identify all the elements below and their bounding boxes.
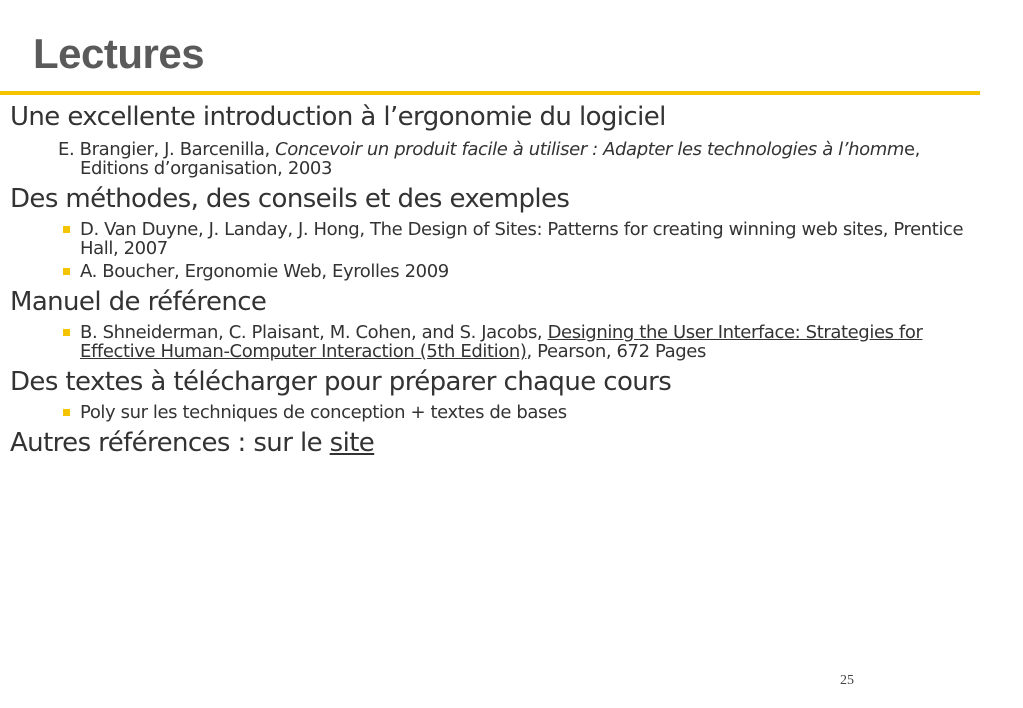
reference-title: Concevoir un produit facile à utiliser : Adapter les technologies à l’homm <box>275 139 904 160</box>
reference-text: D. Van Duyne, J. Landay, J. Hong, The Design of Sites: Patterns for creating winning web sites, Prentice Hall, 2007 <box>80 219 964 259</box>
section-heading-other <box>10 426 980 460</box>
reference-vanduyne <box>80 220 980 258</box>
download-item <box>80 403 980 422</box>
section-heading-methods: Des méthodes, des conseils et des exemples <box>10 184 570 214</box>
reference-authors: E. Brangier, J. Barcenilla, <box>58 139 276 160</box>
page-number: 25 <box>840 673 854 688</box>
site-link[interactable]: site <box>329 428 375 458</box>
reference-publisher: e, Editions d’organisation, 2003 <box>80 139 920 179</box>
bullet-square-icon <box>63 268 70 275</box>
slide-title: Lectures <box>33 30 205 77</box>
book-link[interactable]: Designing the User Interface: Strategies for Effective Human-Computer Interaction (5th Edition) <box>80 322 923 362</box>
reference-shneiderman <box>80 323 980 361</box>
bullet-square-icon <box>63 226 70 233</box>
section-heading-intro: Une excellente introduction à l’ergonomie du logiciel <box>10 102 666 132</box>
section-heading-manual: Manuel de référence <box>10 287 267 317</box>
reference-authors: B. Shneiderman, C. Plaisant, M. Cohen, and S. Jacobs, <box>80 322 548 343</box>
section-heading-downloads: Des textes à télécharger pour préparer chaque cours <box>10 367 672 397</box>
reference-publisher: , Pearson, 672 Pages <box>526 341 706 362</box>
reference-text: A. Boucher, Ergonomie Web, Eyrolles 2009 <box>80 261 449 282</box>
title-underline <box>0 91 980 95</box>
other-refs-text: Autres références : sur le <box>10 428 330 458</box>
reference-boucher <box>80 262 980 281</box>
slide-content <box>10 100 980 460</box>
reference-brangier <box>58 140 980 178</box>
bullet-square-icon <box>63 409 70 416</box>
bullet-square-icon <box>63 329 70 336</box>
download-text: Poly sur les techniques de conception + textes de bases <box>80 402 567 423</box>
